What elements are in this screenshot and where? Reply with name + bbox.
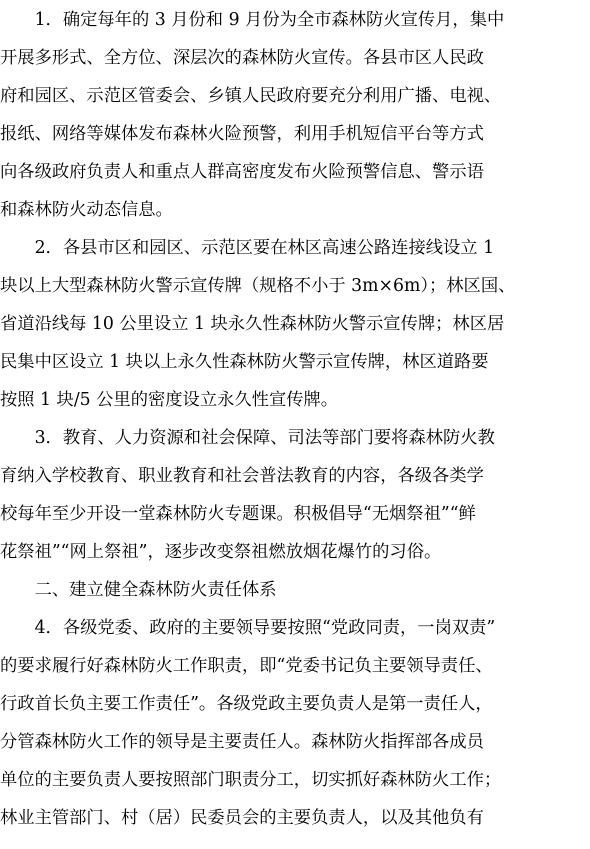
text-line: 报纸、网络等媒体发布森林火险预警，利用手机短信平台等方式	[0, 124, 484, 144]
text-line: 开展多形式、全方位、深层次的森林防火宣传。各县市区人民政	[0, 48, 484, 68]
text-line: 按照 1 块/5 公里的密度设立永久性宣传牌。	[0, 390, 339, 410]
text-line: 和森林防火动态信息。	[0, 200, 173, 220]
text-line: 3．教育、人力资源和社会保障、司法等部门要将森林防火教	[0, 428, 495, 448]
text-line: 向各级政府负责人和重点人群高密度发布火险预警信息、警示语	[0, 162, 484, 182]
text-line: 花祭祖”“网上祭祖”，逐步改变祭祖燃放烟花爆竹的习俗。	[0, 542, 442, 562]
text-line: 民集中区设立 1 块以上永久性森林防火警示宣传牌，林区道路要	[0, 352, 489, 372]
text-line: 校每年至少开设一堂森林防火专题课。积极倡导“无烟祭祖”“鲜	[0, 504, 476, 524]
section-heading: 二、建立健全森林防火责任体系	[0, 580, 277, 600]
text-line: 育纳入学校教育、职业教育和社会普法教育的内容，各级各类学	[0, 466, 484, 486]
text-line: 行政首长负主要工作责任”。各级党政主要负责人是第一责任人，	[0, 694, 493, 714]
text-line: 府和园区、示范区管委会、乡镇人民政府要充分利用广播、电视、	[0, 86, 502, 106]
text-line: 单位的主要负责人要按照部门职责分工，切实抓好森林防火工作；	[0, 770, 502, 790]
text-line: 分管森林防火工作的领导是主要责任人。森林防火指挥部各成员	[0, 732, 484, 752]
text-line: 4．各级党委、政府的主要领导要按照“党政同责，一岗双责”	[0, 618, 496, 638]
text-line: 1．确定每年的 3 月份和 9 月份为全市森林防火宣传月，集中	[0, 10, 505, 30]
text-line: 省道沿线每 10 公里设立 1 块永久性森林防火警示宣传牌；林区居	[0, 314, 505, 334]
text-line: 块以上大型森林防火警示宣传牌（规格不小于 3m×6m）；林区国、	[0, 276, 516, 296]
text-line: 2．各县市区和园区、示范区要在林区高速公路连接线设立 1	[0, 238, 495, 258]
text-line: 林业主管部门、村（居）民委员会的主要负责人，以及其他负有	[0, 808, 484, 828]
text-line: 的要求履行好森林防火工作职责，即“党委书记负主要领导责任、	[0, 656, 493, 676]
